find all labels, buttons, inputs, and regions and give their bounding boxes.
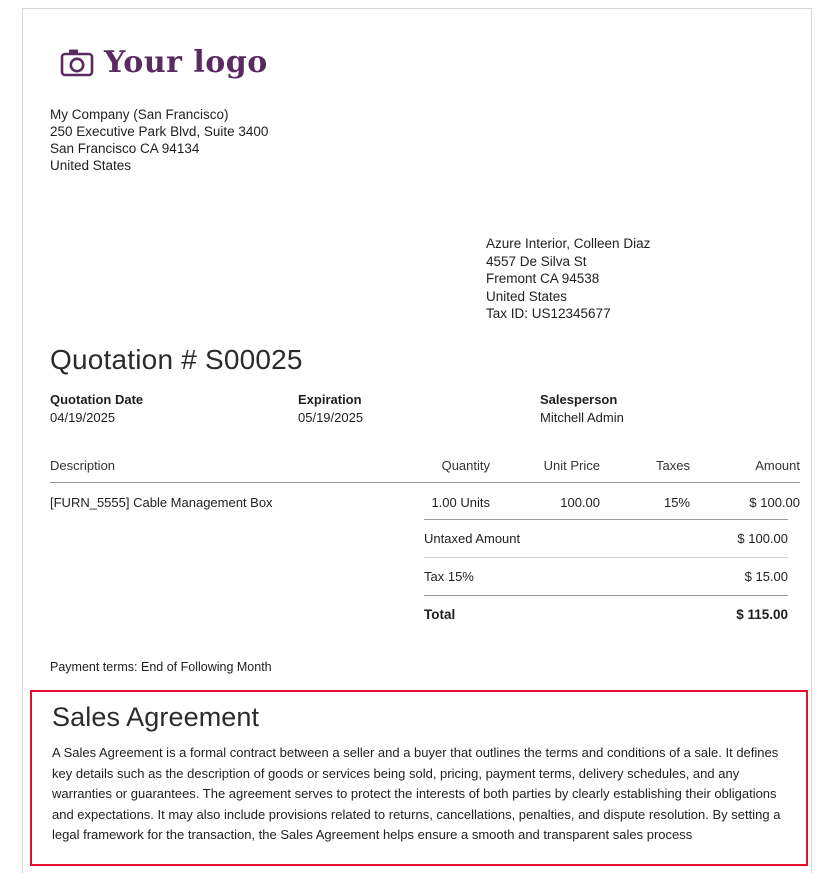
line-items-table [50, 452, 800, 522]
payment-terms: Payment terms: End of Following Month [50, 660, 272, 674]
company-address-line: 250 Executive Park Blvd, Suite 3400 [50, 124, 269, 139]
customer-address-line: Fremont CA 94538 [486, 271, 600, 286]
company-address-line: My Company (San Francisco) [50, 107, 229, 122]
table-row [50, 483, 800, 523]
camera-icon [60, 47, 94, 77]
totals-label: Total [424, 607, 456, 622]
logo-text: Your logo [104, 44, 268, 80]
totals-row-tax [424, 557, 788, 595]
sales-agreement-body: A Sales Agreement is a formal contract between a seller and a buyer that outlines the terms and conditions of a sale. It defines key details such as the description of goods or services being sold, pricing, payment terms, delivery schedules, and any warranties or guarantees. The agreement serves to protect the interests of both parties by clearly establishing their obligations and expectations. It may also include provisions related to returns, cancellations, penalties, and dispute resolution. By setting a legal framework for the transaction, the Sales Agreement helps ensure a smooth and transparent sales process [52, 745, 781, 842]
document-meta [50, 391, 788, 427]
column-header-amount: Amount [690, 452, 800, 483]
cell-quantity: 1.00 Units [431, 495, 490, 510]
meta-salesperson-label: Salesperson [540, 392, 618, 407]
cell-amount: $ 100.00 [749, 495, 800, 510]
customer-tax-id: Tax ID: US12345677 [486, 306, 611, 321]
company-address-line: United States [50, 158, 132, 173]
sales-agreement-title: Sales Agreement [52, 702, 260, 732]
meta-quotation-date [50, 391, 298, 427]
totals-row-total [424, 595, 788, 633]
meta-quotation-date-label: Quotation Date [50, 392, 144, 407]
totals-row-untaxed [424, 519, 788, 557]
meta-salesperson [540, 391, 780, 427]
totals-label: Tax 15% [424, 569, 474, 584]
logo [60, 40, 788, 84]
column-header-description: Description [50, 452, 370, 483]
sales-agreement-highlight-box [30, 690, 808, 866]
column-header-taxes: Taxes [600, 452, 690, 483]
meta-expiration-label: Expiration [298, 392, 362, 407]
customer-address-line: United States [486, 288, 568, 304]
meta-expiration-value: 05/19/2025 [298, 410, 364, 425]
customer-address [486, 235, 650, 323]
cell-unit-price: 100.00 [560, 495, 600, 510]
cell-description: [FURN_5555] Cable Management Box [50, 495, 273, 510]
company-address-line: San Francisco CA 94134 [50, 141, 200, 156]
column-header-unit-price: Unit Price [490, 452, 600, 483]
totals-value: $ 100.00 [737, 531, 788, 546]
company-address [50, 106, 788, 174]
column-header-quantity: Quantity [370, 452, 490, 483]
totals-label: Untaxed Amount [424, 531, 521, 546]
meta-quotation-date-value: 04/19/2025 [50, 410, 116, 425]
meta-salesperson-value: Mitchell Admin [540, 410, 624, 425]
totals-value: $ 15.00 [744, 569, 788, 584]
cell-taxes: 15% [663, 495, 690, 510]
customer-address-line: Azure Interior, Colleen Diaz [486, 236, 651, 251]
table-header-row [50, 452, 800, 483]
page-title: Quotation # S00025 [50, 344, 303, 375]
customer-address-line: 4557 De Silva St [486, 253, 587, 269]
totals-section [424, 519, 788, 633]
totals-value: $ 115.00 [736, 607, 788, 622]
meta-expiration [298, 391, 540, 427]
